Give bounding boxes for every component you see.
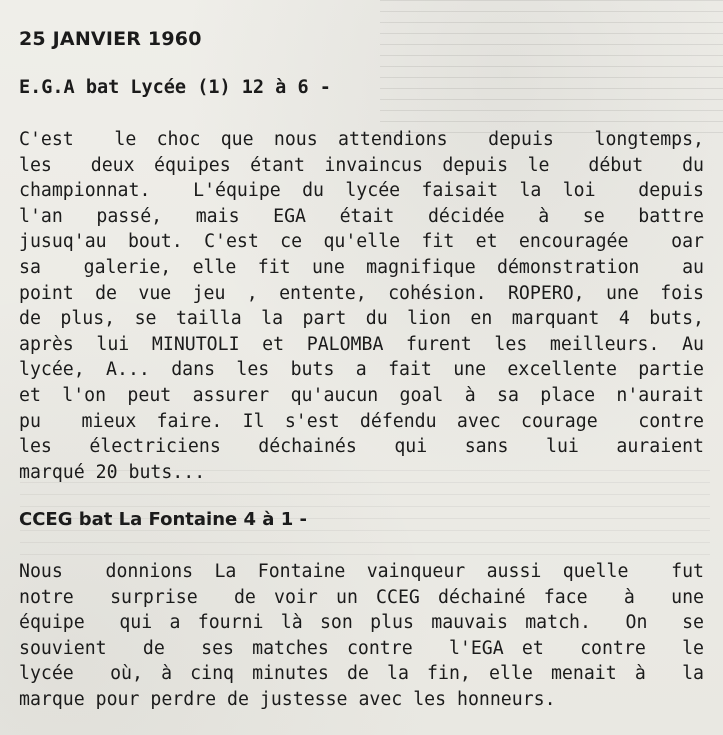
text-line: Nous donnions La Fontaine vainqueur aussi quelle fut	[19, 561, 704, 582]
text-line: l'an passé, mais EGA était décidée à se battre	[19, 205, 704, 227]
text-line: marque pour perdre de justesse avec les honneurs.	[19, 688, 556, 710]
text-line: lycée où, à cinq minutes de la fin, elle menait à la	[19, 663, 704, 685]
match-heading-cceg-lafontaine: CCEG bat La Fontaine 4 à 1 -	[19, 509, 307, 530]
text-line: jusuq'au bout. C'est ce qu'elle fit et encouragée oar	[19, 231, 704, 253]
text-line: après lui MINUTOLI et PALOMBA furent les meilleurs. Au	[19, 333, 704, 355]
text-line: sa galerie, elle fit une magnifique démonstration au	[19, 256, 704, 278]
text-line: et l'on peut assurer qu'aucun goal à sa place n'aurait	[19, 384, 704, 406]
text-line: C'est le choc que nous attendions depuis longtemps,	[19, 129, 704, 150]
text-line: lycée, A... dans les buts a fait une excellente partie	[19, 359, 704, 381]
bleed-through-texture	[380, 0, 723, 140]
text-line: les électriciens déchainés qui sans lui auraient	[19, 436, 704, 458]
text-line: de plus, se tailla la part du lion en marquant 4 buts,	[19, 308, 704, 330]
text-line: équipe qui a fourni là son plus mauvais match. On se	[19, 612, 704, 634]
match-heading-ega-lycee: E.G.A bat Lycée (1) 12 à 6 -	[19, 77, 331, 98]
match-report-cceg-lafontaine	[19, 559, 704, 713]
text-line: marqué 20 buts...	[19, 461, 206, 483]
article-date: 25 JANVIER 1960	[19, 28, 202, 50]
text-line: les deux équipes étant invaincus depuis le début du	[19, 154, 704, 176]
text-line: point de vue jeu , entente, cohésion. ROPERO, une fois	[19, 282, 704, 304]
text-line: souvient de ses matches contre l'EGA et contre le	[19, 637, 704, 659]
text-line: championnat. L'équipe du lycée faisait la loi depuis	[19, 180, 704, 202]
match-report-ega-lycee	[19, 127, 704, 485]
text-line: notre surprise de voir un CCEG déchainé face à une	[19, 586, 704, 608]
text-line: pu mieux faire. Il s'est défendu avec courage contre	[19, 410, 704, 432]
